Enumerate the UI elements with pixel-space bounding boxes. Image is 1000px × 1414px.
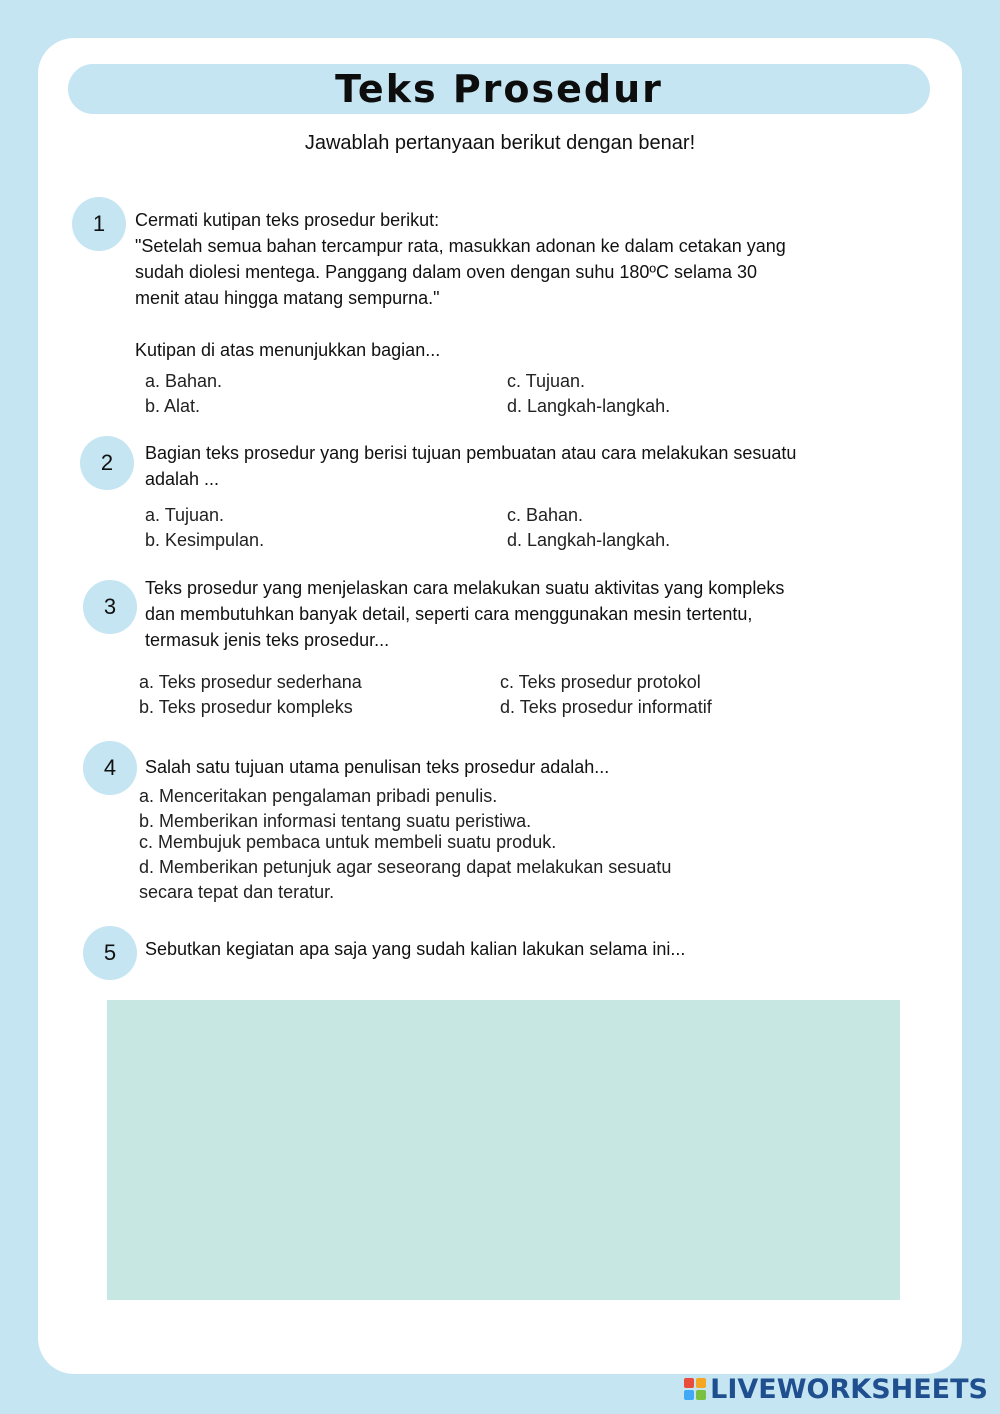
question-1-option-b[interactable]: b. Alat. (145, 396, 201, 416)
question-4-number: 4 (83, 741, 137, 795)
brand-name: LIVEWORKSHEETS (710, 1373, 988, 1405)
question-2-option-b[interactable]: b. Kesimpulan. (145, 530, 265, 550)
question-2-line-2: adalah ... (145, 469, 220, 489)
question-4-option-d-continued[interactable]: secara tepat dan teratur. (139, 882, 335, 902)
liveworksheets-branding (684, 1372, 988, 1406)
instruction-text: Jawablah pertanyaan berikut dengan benar! (304, 132, 696, 154)
question-5-line-1: Sebutkan kegiatan apa saja yang sudah kalian lakukan selama ini... (145, 939, 686, 959)
question-1-line-1: Cermati kutipan teks prosedur berikut: (135, 210, 440, 230)
question-4-option-b[interactable]: b. Memberikan informasi tentang suatu peristiwa. (139, 811, 532, 831)
question-3-option-d[interactable]: d. Teks prosedur informatif (500, 697, 712, 717)
question-4-option-a[interactable]: a. Menceritakan pengalaman pribadi penulis. (139, 786, 498, 806)
question-1-line-2: "Setelah semua bahan tercampur rata, masukkan adonan ke dalam cetakan yang (135, 236, 786, 256)
title-bar (68, 64, 930, 114)
page-title: Teks Prosedur (335, 67, 663, 111)
question-4-line-1: Salah satu tujuan utama penulisan teks prosedur adalah... (145, 757, 610, 777)
question-2-number: 2 (80, 436, 134, 490)
question-1-option-d[interactable]: d. Langkah-langkah. (507, 396, 671, 416)
question-3-line-2: dan membutuhkan banyak detail, seperti cara menggunakan mesin tertentu, (145, 604, 753, 624)
liveworksheets-logo-icon (684, 1378, 706, 1400)
question-4-option-c[interactable]: c. Membujuk pembaca untuk membeli suatu produk. (139, 832, 557, 852)
question-5-answer-box[interactable] (107, 1000, 900, 1300)
question-2-option-a[interactable]: a. Tujuan. (145, 505, 225, 525)
question-2-line-1: Bagian teks prosedur yang berisi tujuan pembuatan atau cara melakukan sesuatu (145, 443, 797, 463)
question-3-option-a[interactable]: a. Teks prosedur sederhana (139, 672, 362, 692)
question-1-line-3: sudah diolesi mentega. Panggang dalam oven dengan suhu 180ºC selama 30 (135, 262, 758, 282)
question-3-number: 3 (83, 580, 137, 634)
question-1-option-c[interactable]: c. Tujuan. (507, 371, 586, 391)
question-3-line-3: termasuk jenis teks prosedur... (145, 630, 390, 650)
question-1-line-4: menit atau hingga matang sempurna." (135, 288, 440, 308)
question-1-option-a[interactable]: a. Bahan. (145, 371, 223, 391)
question-3-option-b[interactable]: b. Teks prosedur kompleks (139, 697, 353, 717)
question-4-option-d[interactable]: d. Memberikan petunjuk agar seseorang dapat melakukan sesuatu (139, 857, 672, 877)
question-5-number: 5 (83, 926, 137, 980)
question-3-option-c[interactable]: c. Teks prosedur protokol (500, 672, 701, 692)
question-2-option-d[interactable]: d. Langkah-langkah. (507, 530, 671, 550)
question-3-line-1: Teks prosedur yang menjelaskan cara melakukan suatu aktivitas yang kompleks (145, 578, 785, 598)
question-2-option-c[interactable]: c. Bahan. (507, 505, 584, 525)
question-1-prompt: Kutipan di atas menunjukkan bagian... (135, 340, 441, 360)
question-1-number: 1 (72, 197, 126, 251)
